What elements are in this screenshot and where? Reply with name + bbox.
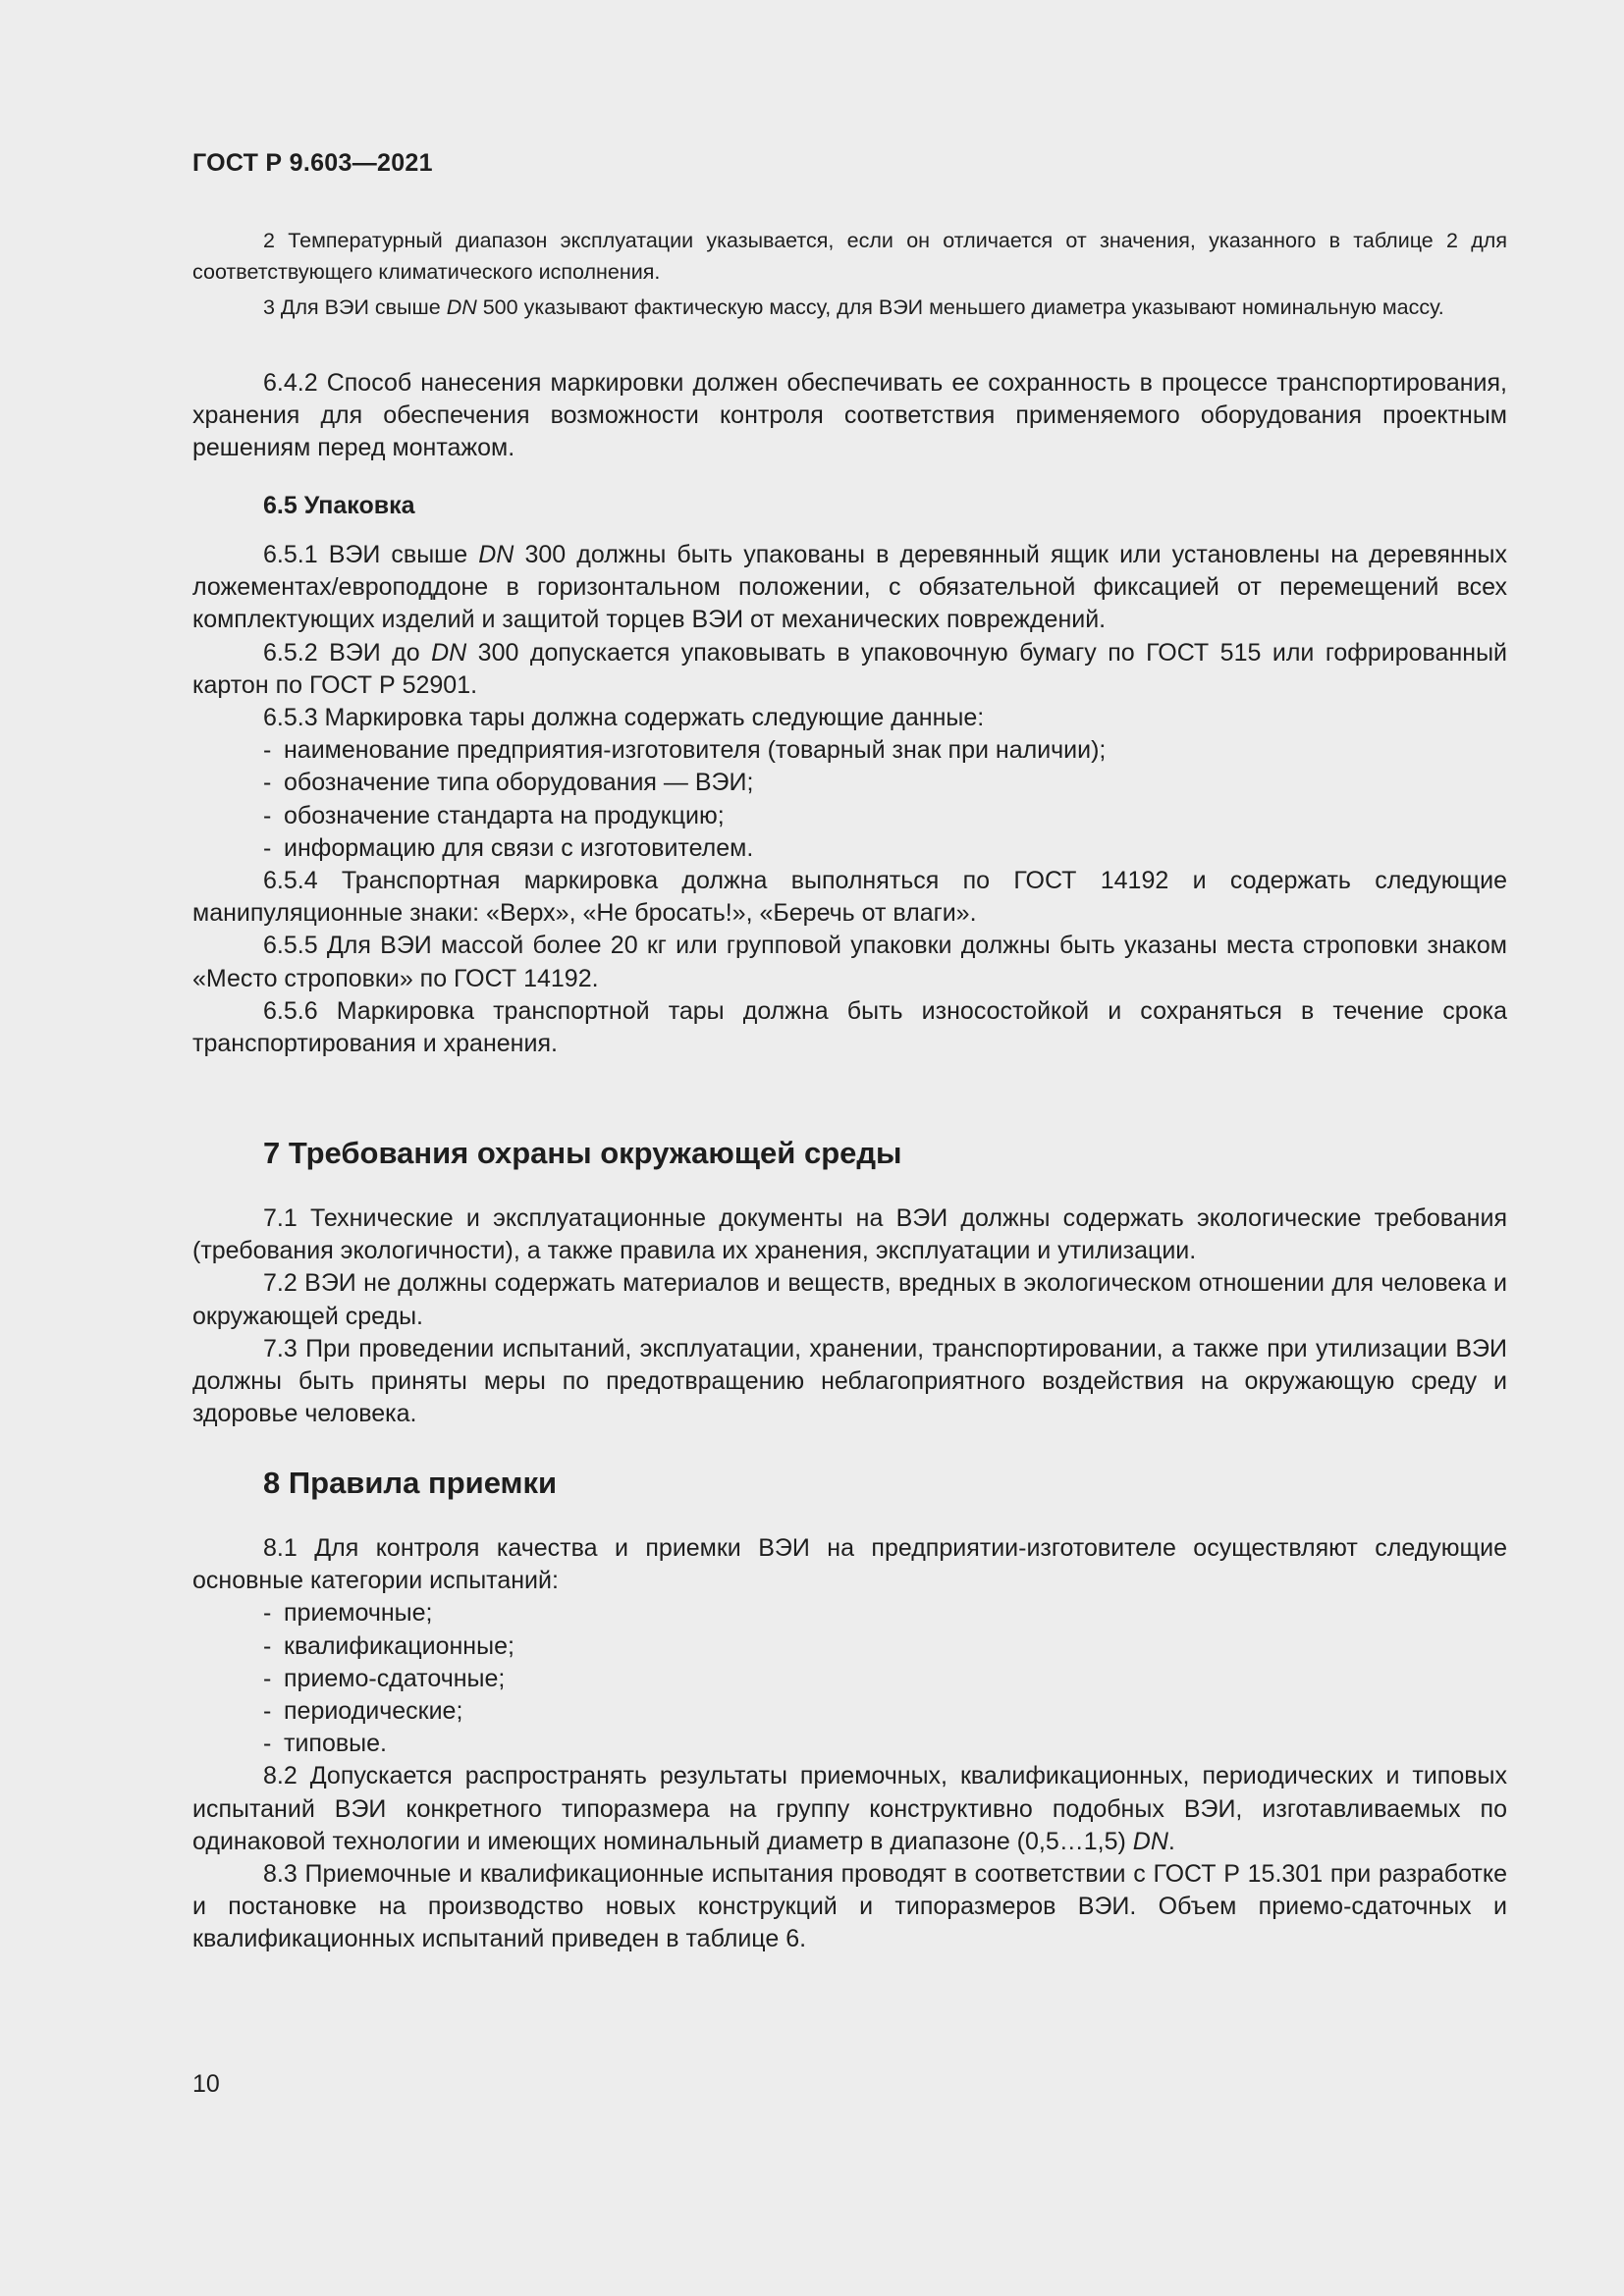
list-item: - наименование предприятия-изготовителя (товарный знак при наличии); xyxy=(263,736,1107,765)
paragraph-8-3: 8.3 Приемочные и квалификационные испытания проводят в соответствии с ГОСТ Р 15.301 при разработке и постановке на производство новых конструкций и типоразмеров ВЭИ. Объем приемо-сдаточных и квалификационных испытаний приведен в таблице 6. xyxy=(192,1860,1507,1953)
list-item: - обозначение типа оборудования — ВЭИ; xyxy=(263,769,754,797)
paragraph-6-5-6: 6.5.6 Маркировка транспортной тары должна быть износостойкой и сохраняться в течение срока транспортирования и хранения. xyxy=(192,996,1507,1058)
note-3: 3 Для ВЭИ свыше DN 500 указывают фактическую массу, для ВЭИ меньшего диаметра указывают номинальную массу. xyxy=(263,295,1444,319)
paragraph-6-5-4: 6.5.4 Транспортная маркировка должна выполняться по ГОСТ 14192 и содержать следующие манипуляционные знаки: «Верх», «Не бросать!», «Беречь от влаги». xyxy=(192,867,1507,928)
heading-7: 7 Требования охраны окружающей среды xyxy=(263,1136,902,1170)
section-6-4-2 xyxy=(192,367,1507,465)
document-header: ГОСТ Р 9.603—2021 xyxy=(192,149,433,177)
list-item: - приемо-сдаточные; xyxy=(263,1664,506,1692)
page-number: 10 xyxy=(192,2070,220,2098)
paragraph-8-1: 8.1 Для контроля качества и приемки ВЭИ на предприятии-изготовителе осуществляют следующие основные категории испытаний: xyxy=(192,1534,1507,1595)
paragraph-6-4-2: 6.4.2 Способ нанесения маркировки должен обеспечивать ее сохранность в процессе транспортирования, хранения для обеспечения возможности контроля соответствия применяемого оборудования проектным решениям перед монтажом. xyxy=(192,369,1507,462)
paragraph-6-5-5: 6.5.5 Для ВЭИ массой более 20 кг или групповой упаковки должны быть указаны места строповки знаком «Место строповки» по ГОСТ 14192. xyxy=(192,932,1507,992)
list-item: - периодические; xyxy=(263,1697,463,1726)
note-2: 2 Температурный диапазон эксплуатации указывается, если он отличается от значения, указанного в таблице 2 для соответствующего климатического исполнения. xyxy=(192,229,1507,284)
list-item: - квалификационные; xyxy=(263,1631,514,1660)
section-7 xyxy=(192,1134,1507,1430)
list-item: - типовые. xyxy=(263,1730,387,1758)
heading-6-5: 6.5 Упаковка xyxy=(263,492,415,519)
paragraph-7-3: 7.3 При проведении испытаний, эксплуатации, хранении, транспортировании, а также при утилизации ВЭИ должны быть приняты меры по предотвращению неблагоприятного воздействия на окружающую среду и здоровье человека. xyxy=(192,1334,1507,1428)
section-6-5 xyxy=(192,489,1507,1060)
paragraph-6-5-2: 6.5.2 ВЭИ до DN 300 допускается упаковывать в упаковочную бумагу по ГОСТ 515 или гофрированный картон по ГОСТ Р 52901. xyxy=(192,638,1507,699)
paragraph-6-5-1: 6.5.1 ВЭИ свыше DN 300 должны быть упакованы в деревянный ящик или установлены на деревянных ложементах/европоддоне в горизонтальном положении, с обязательной фиксацией от перемещений всех комплектующих изделий и защитой торцев ВЭИ от механических повреждений. xyxy=(192,541,1507,634)
list-item: - приемочные; xyxy=(263,1599,433,1628)
heading-8: 8 Правила приемки xyxy=(263,1466,558,1500)
paragraph-8-2: 8.2 Допускается распространять результаты приемочных, квалификационных, периодических и типовых испытаний ВЭИ конкретного типоразмера на группу конструктивно подобных ВЭИ, изготавливаемых по одинаковой технологии и имеющих номинальный диаметр в диапазоне (0,5…1,5) DN. xyxy=(192,1762,1507,1855)
paragraph-6-5-3: 6.5.3 Маркировка тары должна содержать следующие данные: xyxy=(263,704,985,732)
paragraph-7-1: 7.1 Технические и эксплуатационные документы на ВЭИ должны содержать экологические требования (требования экологичности), а также правила их хранения, эксплуатации и утилизации. xyxy=(192,1204,1507,1265)
table-notes xyxy=(192,225,1507,327)
list-item: - обозначение стандарта на продукцию; xyxy=(263,801,725,829)
section-8 xyxy=(192,1464,1507,1956)
paragraph-7-2: 7.2 ВЭИ не должны содержать материалов и веществ, вредных в экологическом отношении для человека и окружающей среды. xyxy=(192,1269,1507,1330)
list-item: - информацию для связи с изготовителем. xyxy=(263,833,754,862)
